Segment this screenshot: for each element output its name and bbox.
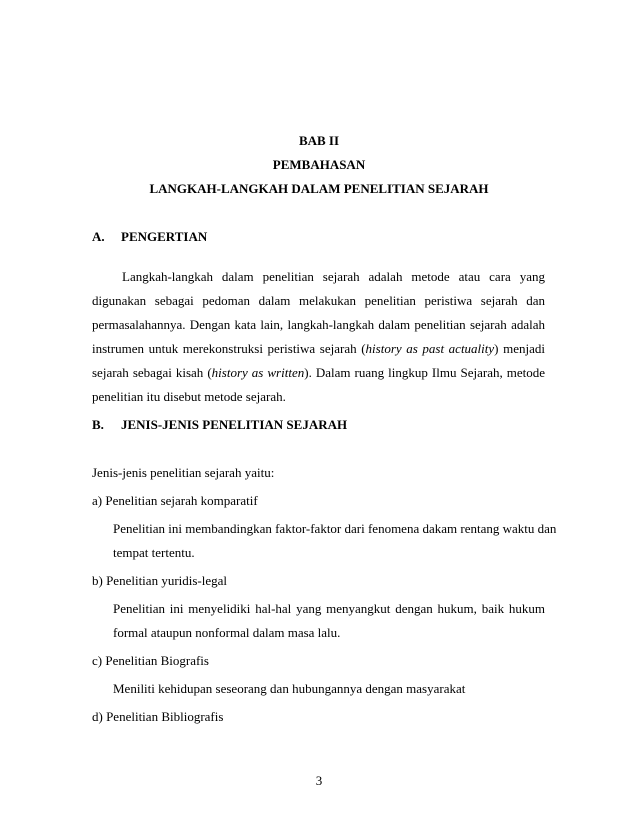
list-item-description: Penelitian ini membandingkan faktor-faktor dari fenomena dakam rentang waktu dan — [113, 521, 557, 536]
section-a-heading: PENGERTIAN — [121, 229, 208, 244]
section-b-heading: JENIS-JENIS PENELITIAN SEJARAH — [121, 417, 348, 432]
paragraph-text: ) menjadi — [494, 341, 545, 356]
paragraph-line: permasalahannya. Dengan kata lain, langkah-langkah dalam penelitian sejarah adalah — [92, 317, 545, 332]
list-item-label: c) Penelitian Biografis — [92, 653, 209, 668]
paragraph-text: ). Dalam ruang lingkup Ilmu Sejarah, metode — [304, 365, 546, 380]
paragraph-line — [92, 341, 545, 357]
page-number: 3 — [315, 773, 323, 788]
list-item-description: Meniliti kehidupan seseorang dan hubungannya dengan masyarakat — [113, 681, 466, 696]
chapter-subtitle: LANGKAH-LANGKAH DALAM PENELITIAN SEJARAH — [149, 181, 489, 196]
paragraph-text: instrumen untuk merekonstruksi peristiwa sejarah ( — [92, 341, 366, 356]
italic-term: history as written — [211, 365, 305, 380]
paragraph-text: sejarah sebagai kisah ( — [92, 365, 212, 380]
paragraph-line: digunakan sebagai pedoman dalam melakukan penelitian peristiwa sejarah dan — [92, 293, 545, 308]
list-item-label: a) Penelitian sejarah komparatif — [92, 493, 258, 508]
list-item-description: tempat tertentu. — [113, 545, 195, 560]
chapter-title: PEMBAHASAN — [272, 157, 366, 172]
paragraph-line: penelitian itu disebut metode sejarah. — [92, 389, 286, 404]
list-item-description: formal ataupun nonformal dalam masa lalu. — [113, 625, 341, 640]
italic-term: history as past actuality — [365, 341, 495, 356]
list-item-description: Penelitian ini menyelidiki hal-hal yang menyangkut dengan hukum, baik hukum — [113, 601, 545, 616]
section-b-marker: B. — [92, 417, 104, 432]
list-intro: Jenis-jenis penelitian sejarah yaitu: — [92, 465, 275, 480]
list-item-label: b) Penelitian yuridis-legal — [92, 573, 228, 588]
section-a-marker: A. — [92, 229, 105, 244]
paragraph-line — [92, 365, 545, 381]
paragraph-line: Langkah-langkah dalam penelitian sejarah adalah metode atau cara yang — [122, 269, 545, 284]
chapter-label: BAB II — [298, 133, 340, 148]
list-item-label: d) Penelitian Bibliografis — [92, 709, 224, 724]
